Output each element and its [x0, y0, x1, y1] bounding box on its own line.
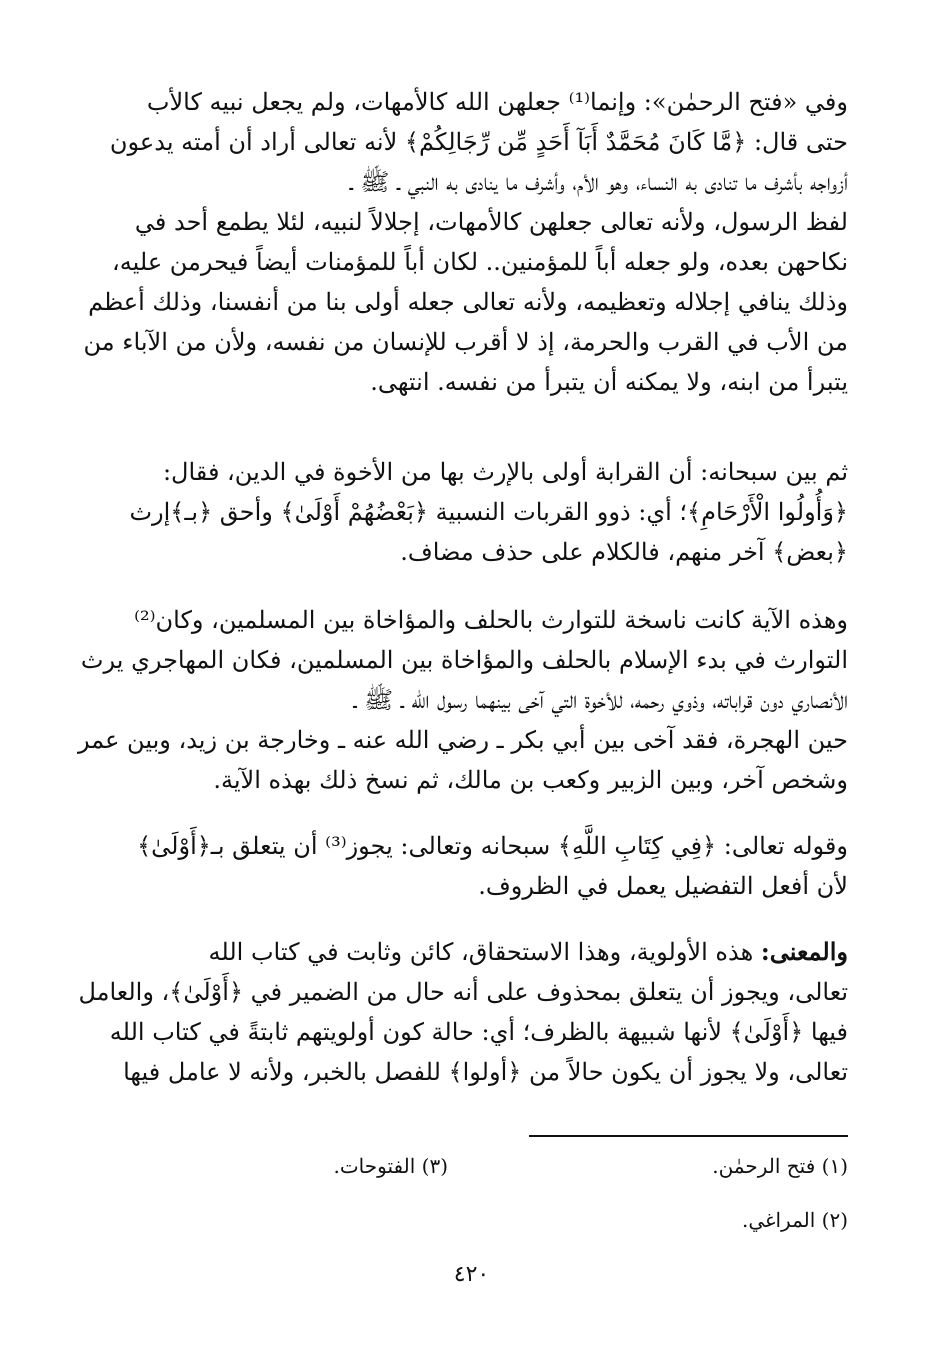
paragraph-abrogation	[78, 600, 848, 800]
text-line: فيها ﴿أَوْلَىٰ﴾ لأنها شبيهة بالظرف؛ أي: حالة كون أولويتهم ثابتةً في كتاب الله	[109, 1018, 848, 1046]
text-line: ﴿وَأُولُوا الْأَرْحَامِ﴾؛ أي: ذوو القربات النسبية ﴿بَعْضُهُمْ أَوْلَىٰ﴾ وأحق ﴿بـ﴾إرث	[129, 498, 848, 526]
text-line: وهذه الآية كانت ناسخة للتوارث بالحلف والمؤاخاة بين المسلمين، وكان⁽²⁾	[134, 606, 848, 634]
paragraph-meaning	[78, 932, 848, 1092]
lead-term: والمعنى:	[760, 937, 848, 966]
text-line: ﴿بعض﴾ آخر منهم، فالكلام على حذف مضاف.	[400, 538, 848, 566]
text-line: تعالى، ولا يجوز أن يكون حالاً من ﴿أولوا﴾ للفصل بالخبر، ولأنه لا عامل فيها	[123, 1058, 848, 1086]
text-line: حتى قال: ﴿مَّا كَانَ مُحَمَّدٌ أَبَآ أَحَدٍ مِّن رِّجَالِكُمْ﴾ لأنه تعالى أراد أن أمته يدعون	[109, 128, 848, 156]
text-segment: هذه الأولوية، وهذا الاستحقاق، كائن وثابت في كتاب الله	[208, 938, 761, 966]
text-line	[78, 932, 848, 972]
footnote-2: (٢) المراغي.	[741, 1208, 848, 1232]
text-line: الأنصاري دون قراباته، وذوي رحمه، للأخوة التي آخى بينهما رسول الله ـ ﷺ ـ	[353, 686, 848, 714]
main-text	[78, 82, 848, 402]
text-line: ثم بين سبحانه: أن القرابة أولى بالإرث بها من الأخوة في الدين، فقال:	[162, 458, 848, 486]
text-line: التوارث في بدء الإسلام بالحلف والمؤاخاة بين المسلمين، فكان المهاجري يرث	[80, 646, 848, 674]
text-line: يتبرأ من ابنه، ولا يمكنه أن يتبرأ من نفسه. انتهى.	[370, 368, 848, 396]
footnote-1: (١) فتح الرحمٰن.	[712, 1154, 848, 1178]
main-text	[78, 452, 848, 572]
footnote-3: (٣) الفتوحات.	[333, 1154, 448, 1178]
page-number: ٤٢٠	[453, 1262, 490, 1287]
text-line: تعالى، ويجوز أن يتعلق بمحذوف على أنه حال من الضمير في ﴿أَوْلَىٰ﴾، والعامل	[78, 978, 848, 1006]
paragraph-fath-al-rahman	[78, 82, 848, 402]
main-text	[78, 826, 848, 906]
main-text	[78, 932, 848, 1092]
footnote-divider	[529, 1135, 848, 1137]
main-text	[78, 600, 848, 800]
text-line: نكاحهن بعده، ولو جعله أباً للمؤمنين.. لكان أباً للمؤمنات أيضاً فيحرمن عليه،	[112, 248, 848, 276]
paragraph-kinship-inheritance	[78, 452, 848, 572]
text-line: وفي «فتح الرحمٰن»: وإنما⁽¹⁾ جعلهن الله كالأمهات، ولم يجعل نبيه كالأب	[146, 88, 848, 116]
text-line: لفظ الرسول، ولأنه تعالى جعلهن كالأمهات، إجلالاً لنبيه، لئلا يطمع أحد في	[134, 208, 848, 236]
text-line: لأن أفعل التفضيل يعمل في الظروف.	[478, 872, 848, 900]
text-line: وذلك ينافي إجلاله وتعظيمه، ولأنه تعالى جعله أولى بنا من أنفسنا، وذلك أعظم	[88, 288, 848, 316]
text-line: من الأب في القرب والحرمة، إذ لا أقرب للإنسان من نفسه، ولأن من الآباء من	[83, 328, 848, 356]
text-line: أزواجه بأشرف ما تنادى به النساء، وهو الأم، وأشرف ما ينادى به النبي ـ ﷺ ـ	[349, 168, 848, 196]
paragraph-kitab-allah	[78, 826, 848, 906]
text-line: وشخص آخر، وبين الزبير وكعب بن مالك، ثم نسخ ذلك بهذه الآية.	[213, 766, 848, 794]
text-line: وقوله تعالى: ﴿فِي كِتَابِ اللَّهِ﴾ سبحانه وتعالى: يجوز⁽³⁾ أن يتعلق بـ﴿أَوْلَىٰ﴾	[137, 832, 848, 860]
text-line: حين الهجرة، فقد آخى بين أبي بكر ـ رضي الله عنه ـ وخارجة بن زيد، وبين عمر	[77, 726, 848, 754]
